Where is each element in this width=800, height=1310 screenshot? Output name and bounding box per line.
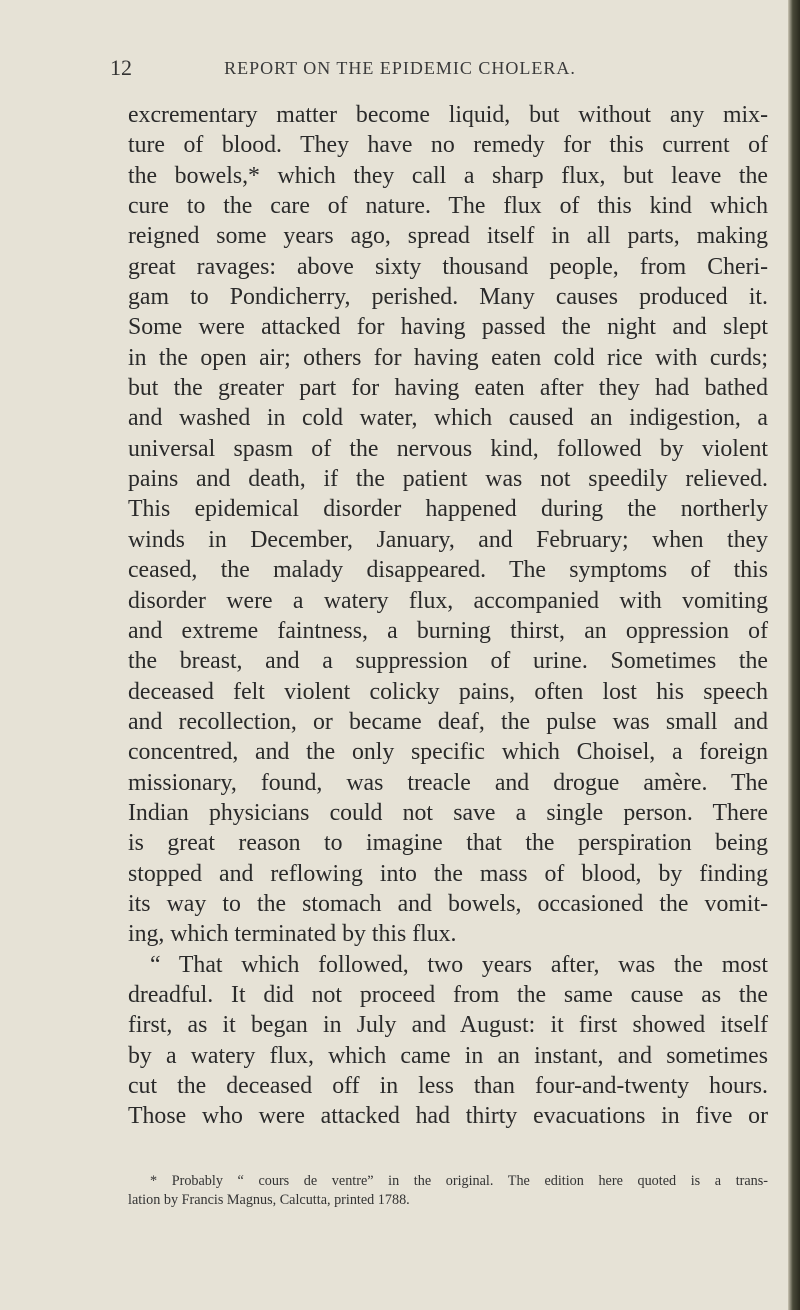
text-line: Indian physicians could not save a single person. There [128, 799, 768, 826]
text-line: excrementary matter become liquid, but without any mix- [128, 102, 768, 128]
text-line: universal spasm of the nervous kind, followed by violent [128, 435, 768, 462]
text-line: by a watery flux, which came in an instant, and sometimes [128, 1042, 768, 1069]
text-line: in the open air; others for having eaten cold rice with curds; [128, 344, 768, 371]
text-line: and extreme faintness, a burning thirst, an oppression of [128, 617, 768, 644]
running-head: REPORT ON THE EPIDEMIC CHOLERA. [224, 58, 576, 78]
body-text [128, 100, 768, 1132]
text-line: winds in December, January, and February; when they [128, 526, 768, 553]
text-line: ing, which terminated by this flux. [128, 921, 457, 948]
text-line: gam to Pondicherry, perished. Many causes produced it. [128, 284, 768, 311]
text-line: first, as it began in July and August: it first showed itself [128, 1012, 768, 1039]
text-line: reigned some years ago, spread itself in all parts, making [128, 223, 768, 250]
text-line: Those who were attacked had thirty evacuations in five or [128, 1103, 768, 1130]
text-line: its way to the stomach and bowels, occasioned the vomit- [128, 890, 768, 917]
text-line: cut the deceased off in less than four-and-twenty hours. [128, 1073, 768, 1099]
text-line: cure to the care of nature. The flux of this kind which [128, 193, 768, 220]
text-line: stopped and reflowing into the mass of blood, by finding [128, 860, 768, 887]
text-line: This epidemical disorder happened during the northerly [128, 496, 768, 523]
text-line: and recollection, or became deaf, the pulse was small and [128, 708, 768, 735]
text-line: missionary, found, was treacle and drogue amère. The [128, 769, 768, 796]
text-line: ture of blood. They have no remedy for this current of [128, 132, 768, 159]
text-line: and washed in cold water, which caused an indigestion, a [128, 405, 768, 432]
text-line: the breast, and a suppression of urine. Sometimes the [128, 648, 768, 675]
text-line: is great reason to imagine that the perspiration being [128, 830, 768, 857]
text-line: deceased felt violent colicky pains, often lost his speech [128, 678, 768, 705]
text-line: Some were attacked for having passed the night and slept [128, 314, 768, 341]
text-line: concentred, and the only specific which Choisel, a foreign [128, 739, 768, 766]
text-line: the bowels,* which they call a sharp flux, but leave the [128, 162, 768, 189]
page-number: 12 [110, 55, 132, 80]
text-line: dreadful. It did not proceed from the same cause as the [128, 981, 768, 1008]
text-line: “ That which followed, two years after, was the most [150, 951, 768, 978]
text-line: ceased, the malady disappeared. The symptoms of this [128, 557, 768, 584]
text-line: great ravages: above sixty thousand people, from Cheri- [128, 253, 768, 280]
footnote-line: * Probably “ cours de ventre” in the original. The edition here quoted is a trans- [150, 1173, 768, 1189]
text-line: disorder were a watery flux, accompanied with vomiting [128, 587, 768, 614]
text-line: but the greater part for having eaten after they had bathed [128, 375, 768, 402]
page-edge-shadow [788, 0, 800, 1310]
text-line: pains and death, if the patient was not speedily relieved. [128, 466, 768, 493]
footnote [128, 1172, 768, 1210]
footnote-line: lation by Francis Magnus, Calcutta, printed 1788. [128, 1192, 410, 1208]
